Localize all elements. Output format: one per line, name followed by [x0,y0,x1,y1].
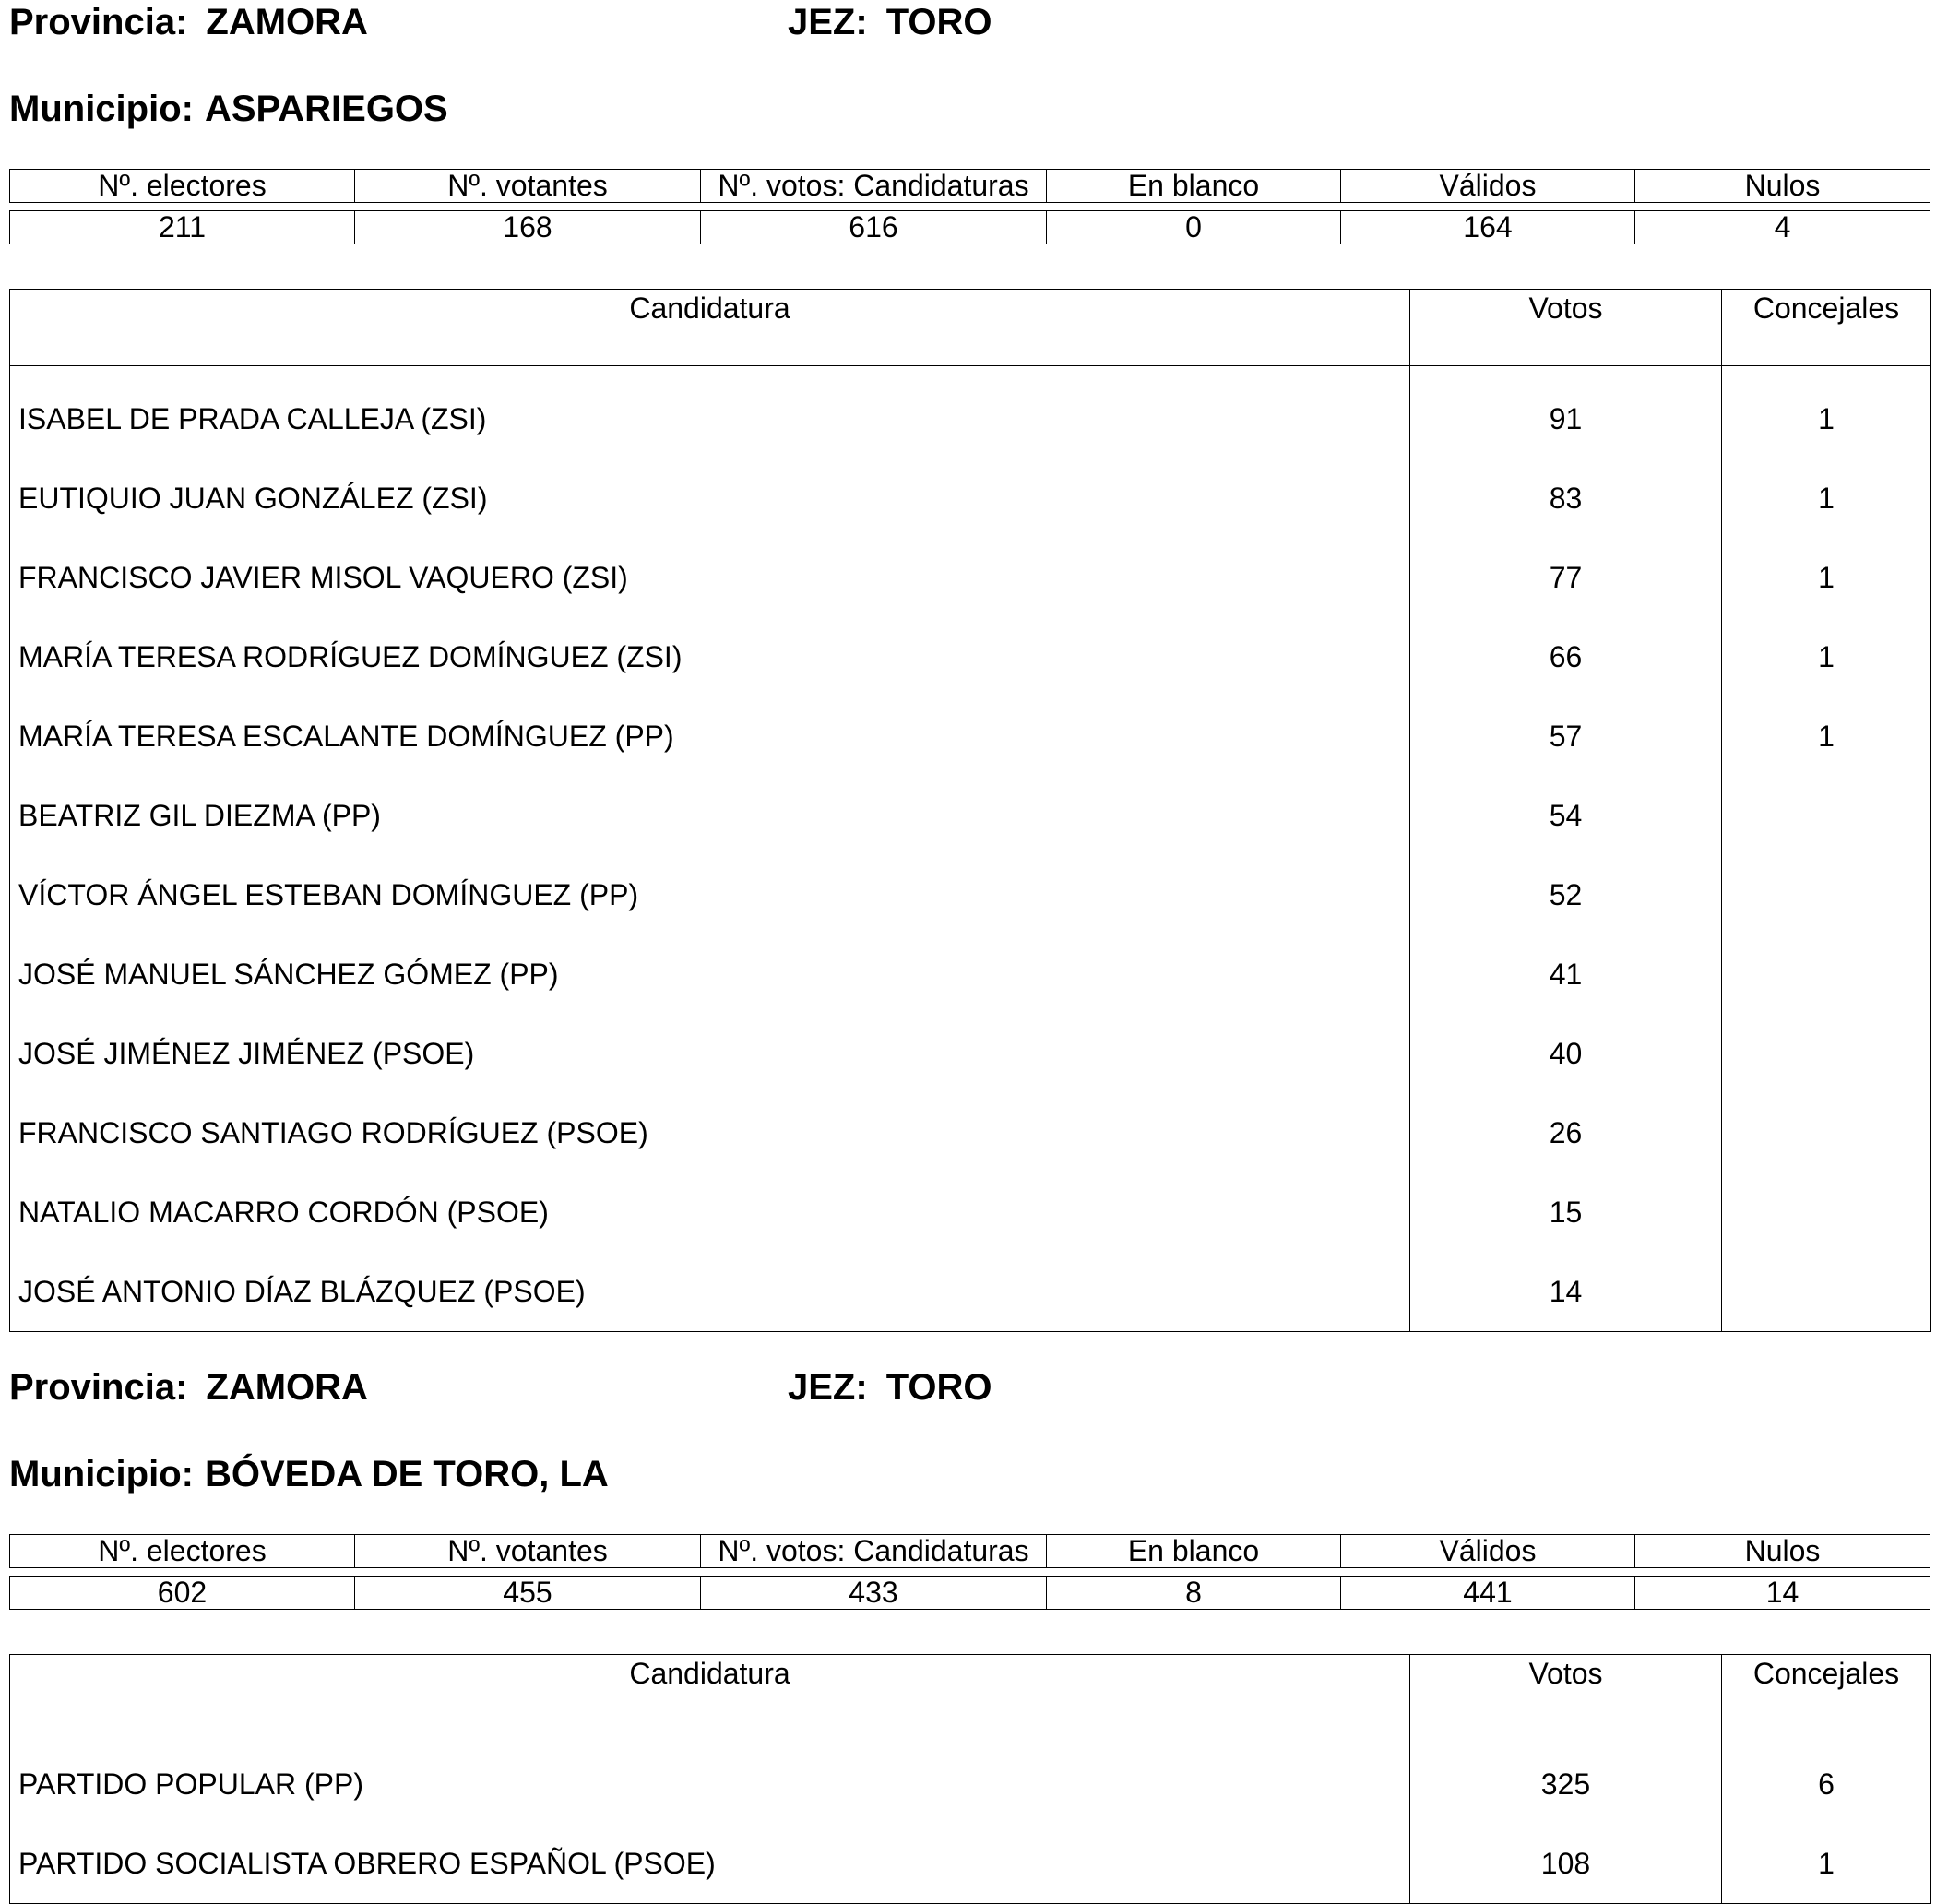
candidate-votos: 52 [1410,855,1722,934]
summary-header-validos: Válidos [1341,1534,1635,1568]
jez-header [788,0,992,44]
summary-value-validos: 164 [1341,210,1635,244]
candidate-concejales: 6 [1818,1767,1835,1801]
table-row [10,458,1931,538]
candidate-name: EUTIQUIO JUAN GONZÁLEZ (ZSI) [10,458,1410,538]
summary-value-votos-candidaturas: 616 [701,210,1047,244]
summary-value-electores: 602 [9,1576,355,1610]
summary-value-row [9,1576,1930,1610]
candidate-name: PARTIDO POPULAR (PP) [10,1731,1410,1825]
candidate-votos: 54 [1410,776,1722,855]
municipio-section-boveda-de-toro [9,1365,1930,1894]
provincia-label: Provincia: [9,2,188,42]
summary-header-votos-candidaturas: Nº. votos: Candidaturas [701,1534,1047,1568]
candidate-name: VÍCTOR ÁNGEL ESTEBAN DOMÍNGUEZ (PP) [10,855,1410,934]
summary-header-en-blanco: En blanco [1047,1534,1341,1568]
summary-header-nulos: Nulos [1635,1534,1930,1568]
summary-value-en-blanco: 0 [1047,210,1341,244]
summary-value-nulos: 4 [1635,210,1930,244]
summary-header-validos: Válidos [1341,169,1635,203]
summary-table [9,1534,1930,1610]
table-row [10,1014,1931,1093]
candidate-concejales [1722,1252,1931,1332]
candidate-name: FRANCISCO SANTIAGO RODRÍGUEZ (PSOE) [10,1093,1410,1172]
summary-value-votos-candidaturas: 433 [701,1576,1047,1610]
summary-value-nulos: 14 [1635,1576,1930,1610]
summary-value-validos: 441 [1341,1576,1635,1610]
summary-value-votantes: 168 [355,210,701,244]
candidate-votos: 325 [1410,1731,1722,1825]
municipio-header [9,87,448,131]
candidate-concejales [1722,1172,1931,1252]
header-candidatura: Candidatura [10,290,1410,366]
header-votos: Votos [1410,1655,1722,1731]
table-row [10,366,1931,459]
summary-header-row [9,1534,1930,1568]
jez-label: JEZ: [788,2,868,42]
candidates-header-row [10,290,1931,366]
candidate-concejales: 1 [1818,401,1835,435]
candidate-name: NATALIO MACARRO CORDÓN (PSOE) [10,1172,1410,1252]
candidate-name: MARÍA TERESA RODRÍGUEZ DOMÍNGUEZ (ZSI) [10,617,1410,696]
table-row [10,1731,1931,1825]
candidate-votos: 14 [1410,1252,1722,1332]
table-row [10,1824,1931,1904]
candidate-concejales [1722,934,1931,1014]
candidate-name: JOSÉ ANTONIO DÍAZ BLÁZQUEZ (PSOE) [10,1252,1410,1332]
candidate-concejales: 1 [1818,639,1835,673]
summary-value-electores: 211 [9,210,355,244]
summary-header-votos-candidaturas: Nº. votos: Candidaturas [701,169,1047,203]
candidate-votos: 66 [1410,617,1722,696]
candidate-concejales [1722,1093,1931,1172]
candidate-votos: 83 [1410,458,1722,538]
candidate-name: ISABEL DE PRADA CALLEJA (ZSI) [10,366,1410,459]
provincia-header [9,0,368,44]
candidate-concejales: 1 [1818,719,1835,753]
candidates-table [9,289,1931,1332]
candidate-concejales: 1 [1818,560,1835,594]
table-row [10,696,1931,776]
table-row [10,934,1931,1014]
candidate-votos: 40 [1410,1014,1722,1093]
candidate-votos: 26 [1410,1093,1722,1172]
summary-header-electores: Nº. electores [9,1534,355,1568]
table-row [10,776,1931,855]
summary-value-row [9,210,1930,244]
candidate-votos: 91 [1410,366,1722,459]
candidate-concejales [1722,776,1931,855]
provincia-value: ZAMORA [206,1367,368,1408]
summary-value-votantes: 455 [355,1576,701,1610]
municipio-value: BÓVEDA DE TORO, LA [204,1454,609,1494]
summary-header-votantes: Nº. votantes [355,1534,701,1568]
provincia-value: ZAMORA [206,2,368,42]
municipio-section-aspariegos [9,0,1930,1319]
candidates-header-row [10,1655,1931,1731]
candidate-name: BEATRIZ GIL DIEZMA (PP) [10,776,1410,855]
table-row [10,1252,1931,1332]
summary-header-electores: Nº. electores [9,169,355,203]
provincia-label: Provincia: [9,1367,188,1408]
candidate-name: FRANCISCO JAVIER MISOL VAQUERO (ZSI) [10,538,1410,617]
jez-header [788,1365,992,1410]
summary-header-votantes: Nº. votantes [355,169,701,203]
candidate-name: PARTIDO SOCIALISTA OBRERO ESPAÑOL (PSOE) [10,1824,1410,1904]
candidate-concejales [1722,1014,1931,1093]
table-row [10,617,1931,696]
candidate-concejales: 1 [1818,1846,1835,1880]
header-concejales: Concejales [1722,1655,1931,1731]
candidate-name: MARÍA TERESA ESCALANTE DOMÍNGUEZ (PP) [10,696,1410,776]
summary-value-en-blanco: 8 [1047,1576,1341,1610]
candidate-votos: 41 [1410,934,1722,1014]
summary-table [9,169,1930,244]
summary-header-en-blanco: En blanco [1047,169,1341,203]
candidate-votos: 57 [1410,696,1722,776]
table-row [10,855,1931,934]
header-concejales: Concejales [1722,290,1931,366]
summary-header-row [9,169,1930,203]
header-candidatura: Candidatura [10,1655,1410,1731]
municipio-value: ASPARIEGOS [204,89,448,129]
candidate-votos: 77 [1410,538,1722,617]
municipio-header [9,1452,609,1496]
candidate-concejales [1722,855,1931,934]
jez-value: TORO [885,2,992,42]
jez-value: TORO [885,1367,992,1408]
municipio-label: Municipio: [9,89,194,129]
summary-header-nulos: Nulos [1635,169,1930,203]
candidate-name: JOSÉ JIMÉNEZ JIMÉNEZ (PSOE) [10,1014,1410,1093]
table-row [10,1172,1931,1252]
municipio-label: Municipio: [9,1454,194,1494]
header-votos: Votos [1410,290,1722,366]
provincia-header [9,1365,368,1410]
table-row [10,538,1931,617]
candidate-concejales: 1 [1818,481,1835,515]
table-row [10,1093,1931,1172]
candidate-votos: 108 [1410,1824,1722,1904]
jez-label: JEZ: [788,1367,868,1408]
candidate-votos: 15 [1410,1172,1722,1252]
candidates-table [9,1654,1931,1904]
candidate-name: JOSÉ MANUEL SÁNCHEZ GÓMEZ (PP) [10,934,1410,1014]
